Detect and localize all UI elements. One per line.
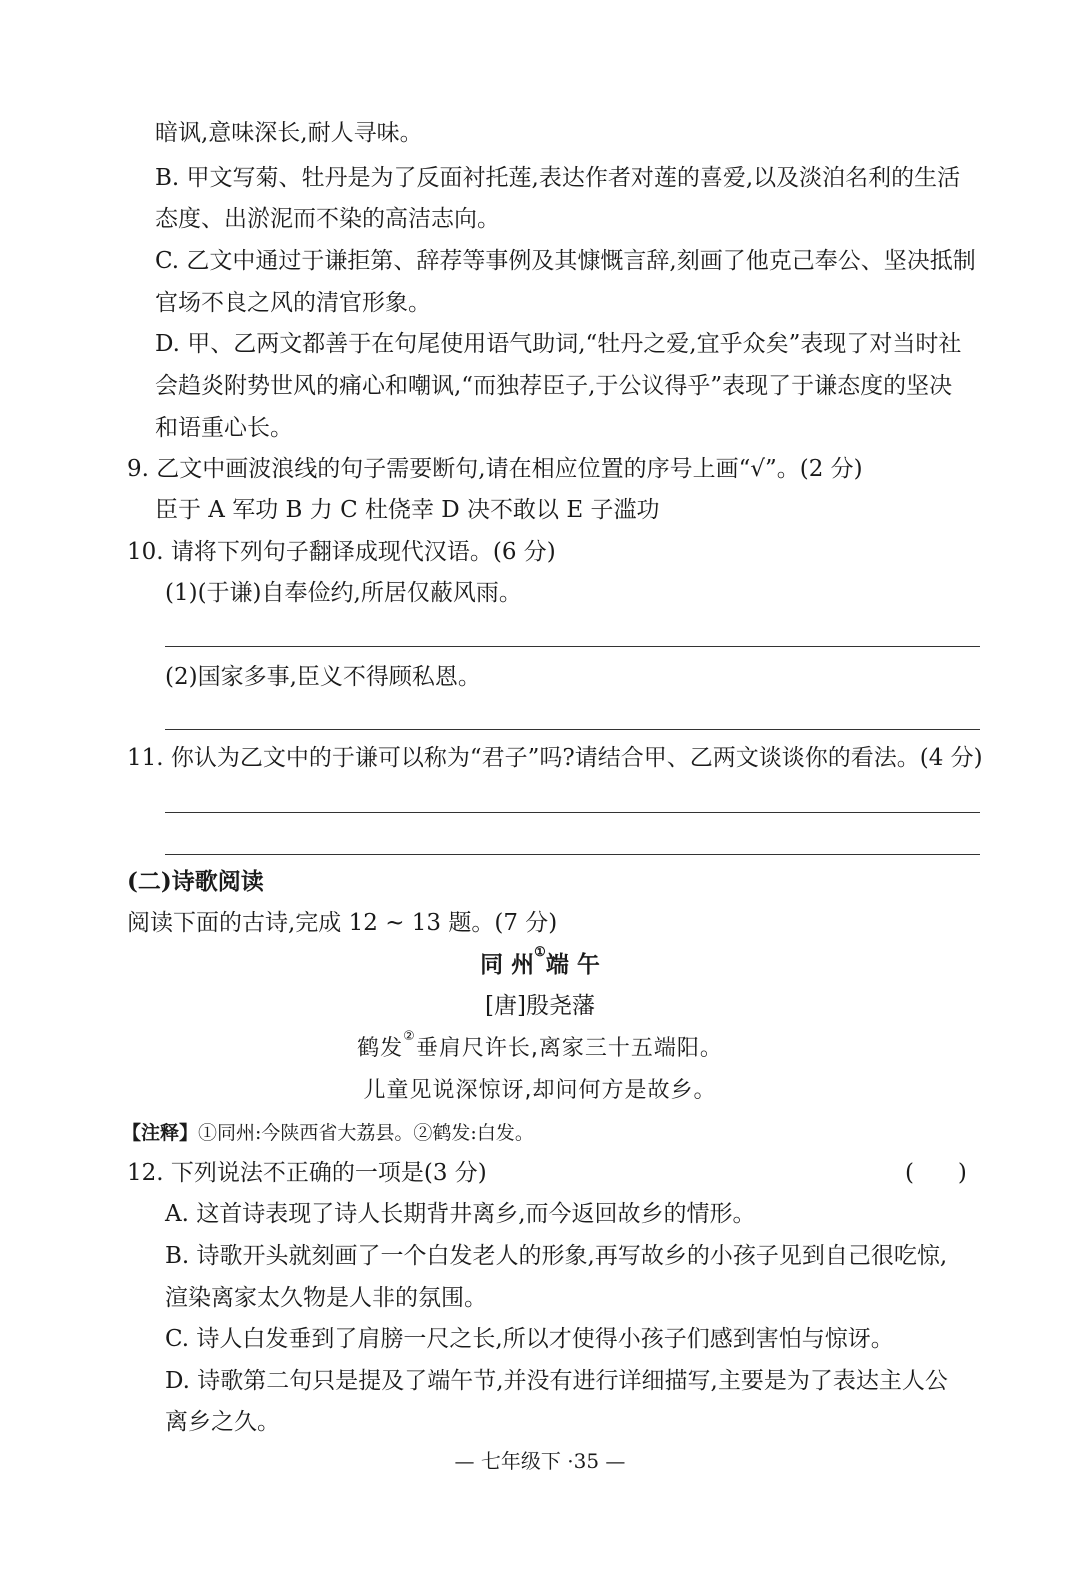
poem-line-2: 儿童见说深惊讶,却问何方是故乡。: [363, 1078, 717, 1103]
q8-option-d-line2: 会趋炎附势世风的痛心和嘲讽,“而独荐臣子,于公议得乎”表现了于谦态度的坚决: [155, 373, 953, 399]
poem-note-text: ①同州:今陕西省大荔县。②鹤发:白发。: [198, 1122, 534, 1144]
q8-option-c-line2: 官场不良之风的清官形象。: [155, 290, 431, 316]
q8-option-d-line3: 和语重心长。: [155, 415, 293, 441]
q8-option-c-line1: C. 乙文中通过于谦拒第、辞荐等事例及其慷慨言辞,刻画了他克己奉公、坚决抵制: [155, 248, 976, 274]
page-footer: — 七年级下 ·35 —: [454, 1449, 626, 1473]
poem-note: [122, 1118, 534, 1148]
q12-option-d-line1: D. 诗歌第二句只是提及了端午节,并没有进行详细描写,主要是为了表达主人公: [165, 1368, 948, 1394]
q12-option-d-line2: 离乡之久。: [165, 1409, 280, 1435]
poem-line-1-part2: 垂肩尺许长,离家三十五端阳。: [415, 1036, 723, 1061]
q10-stem: 10. 请将下列句子翻译成现代汉语。(6 分): [127, 539, 556, 565]
q8-option-a-tail: 暗讽,意味深长,耐人寻味。: [155, 120, 423, 146]
q11-answer-line-1[interactable]: [165, 812, 980, 813]
q10-answer-line-1[interactable]: [165, 646, 980, 647]
q11-stem: 11. 你认为乙文中的于谦可以称为“君子”吗?请结合甲、乙两文谈谈你的看法。(4 分): [127, 745, 983, 771]
q9-stem: 9. 乙文中画波浪线的句子需要断句,请在相应位置的序号上画“√”。(2 分): [127, 456, 863, 482]
poem-title: [0, 945, 1080, 980]
poem-line-1: [0, 1029, 1080, 1064]
poem-author: [唐]殷尧藩: [485, 993, 595, 1019]
q10-item-2: (2)国家多事,臣义不得顾私恩。: [165, 664, 481, 690]
q12-option-b-line2: 渲染离家太久物是人非的氛围。: [165, 1285, 487, 1311]
section-heading: (二)诗歌阅读: [127, 868, 264, 895]
q9-sentence: 臣于 A 军功 B 力 C 杜侥幸 D 决不敢以 E 子滥功: [155, 497, 660, 523]
q8-option-d-line1: D. 甲、乙两文都善于在句尾使用语气助词,“牡丹之爱,宜乎众矣”表现了对当时社: [155, 331, 962, 357]
poem-title-part2: 端 午: [545, 951, 600, 978]
q10-answer-line-2[interactable]: [165, 729, 980, 730]
q12-stem: 12. 下列说法不正确的一项是(3 分): [127, 1160, 487, 1186]
q8-option-b-line1: B. 甲文写菊、牡丹是为了反面衬托莲,表达作者对莲的喜爱,以及淡泊名利的生活: [155, 165, 961, 191]
q12-option-a: A. 这首诗表现了诗人长期背井离乡,而今返回故乡的情形。: [165, 1201, 756, 1227]
poem-line-1-part1: 鹤发: [357, 1036, 404, 1061]
section-intro: 阅读下面的古诗,完成 12 ~ 13 题。(7 分): [127, 910, 558, 936]
q12-answer-bracket[interactable]: ( ): [905, 1160, 967, 1186]
q11-answer-line-2[interactable]: [165, 854, 980, 855]
poem-note-label: 【注释】: [122, 1122, 199, 1144]
q12-option-c: C. 诗人白发垂到了肩膀一尺之长,所以才使得小孩子们感到害怕与惊讶。: [165, 1326, 894, 1352]
q8-option-b-line2: 态度、出淤泥而不染的高洁志向。: [155, 206, 500, 232]
q10-item-1: (1)(于谦)自奉俭约,所居仅蔽风雨。: [165, 580, 522, 606]
poem-title-part1: 同 州: [480, 951, 535, 978]
poem-title-footnote-mark: ①: [534, 945, 546, 960]
q12-option-b-line1: B. 诗歌开头就刻画了一个白发老人的形象,再写故乡的小孩子见到自己很吃惊,: [165, 1243, 948, 1269]
poem-line-1-footnote-mark: ②: [403, 1029, 416, 1044]
